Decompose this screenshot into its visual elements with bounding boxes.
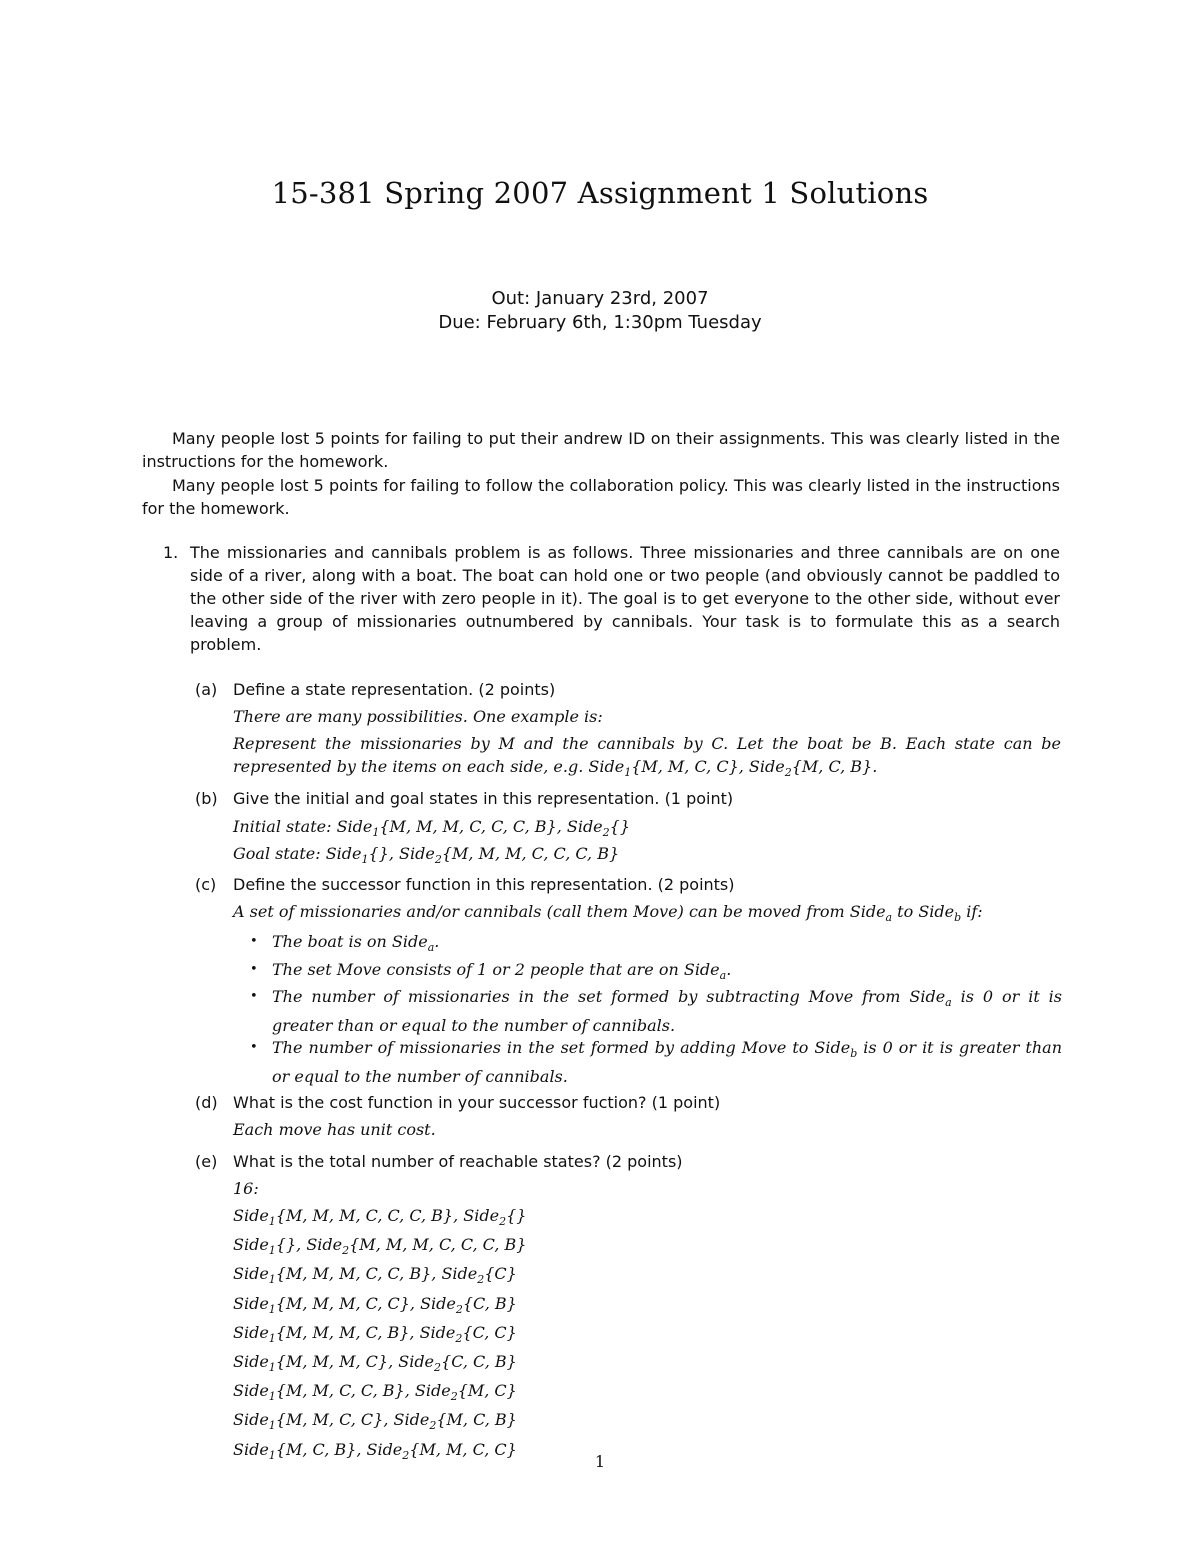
bullet-1-dot: • — [250, 934, 258, 949]
state-row: Side$_1${}, Side$_2${M, M, M, C, C, C, B} — [233, 1235, 527, 1258]
part-c-label: (c) — [195, 875, 217, 894]
bullet-1: The boat is on Side$_a$. — [272, 932, 440, 955]
question-text: The missionaries and cannibals problem is as follows. Three missionaries and three cannibals are on one side of a river, along with a boat. The boat can hold one or two people (and obviously cannot be paddled to the other side of the river with zero people in it). The goal is to get everyone to the other side, without ever leaving a group of missionaries outnumbered by cannibals. Your task is to formulate this as a search problem. — [190, 543, 1060, 654]
state-row: Side$_1${M, M, M, C, B}, Side$_2${C, C} — [233, 1322, 517, 1345]
initial-state: Initial state: Side$_1${M, M, M, C, C, C, B}, Side$_2${} — [233, 817, 631, 840]
part-d-answer: Each move has unit cost. — [233, 1120, 436, 1139]
page-number: 1 — [594, 1452, 606, 1471]
part-a-label: (a) — [195, 680, 218, 699]
goal-state: Goal state: Side$_1${}, Side$_2${M, M, M, C, C, C, B} — [233, 844, 620, 867]
part-a-answer-intro: There are many possibilities. One example is: — [233, 707, 603, 726]
bullet-3: The number of missionaries in the set formed by subtracting Move from Side$_a$ is 0 or it is greater than or equal to the number of cannibals. — [272, 987, 1063, 1036]
note-andrew-id: Many people lost 5 points for failing to put their andrew ID on their assignments. This was clearly listed in the instructions for the homework. — [142, 429, 1060, 471]
part-b-label: (b) — [195, 789, 218, 808]
state-row: Side$_1${M, M, M, C, C}, Side$_2${C, B} — [233, 1293, 517, 1316]
state-row: Side$_1${M, M, M, C, C, C, B}, Side$_2${} — [233, 1206, 527, 1229]
part-e-question: What is the total number of reachable states? (2 points) — [233, 1152, 683, 1171]
state-row: Side$_1${M, M, M, C}, Side$_2${C, C, B} — [233, 1351, 517, 1375]
state-row: Side$_1${M, M, C, C, B}, Side$_2${M, C} — [233, 1381, 517, 1404]
part-c-intro: A set of missionaries and/or cannibals (call them Move) can be moved from Side$_a$ to Side$_b$ if: — [233, 902, 983, 925]
part-a-question: Define a state representation. (2 points) — [233, 680, 556, 699]
out-date: Out: January 23rd, 2007 — [491, 288, 709, 309]
part-e-label: (e) — [195, 1152, 218, 1171]
document-title: 15-381 Spring 2007 Assignment 1 Solutions — [271, 176, 929, 210]
date-block — [0, 287, 1200, 335]
state-row: Side$_1${M, M, C, C}, Side$_2${M, C, B} — [233, 1410, 517, 1433]
due-date: Due: February 6th, 1:30pm Tuesday — [438, 312, 762, 333]
bullet-2: The set Move consists of 1 or 2 people that are on Side$_a$. — [272, 960, 732, 983]
bullet-4: The number of missionaries in the set formed by adding Move to Side$_b$ is 0 or it is greater than or equal to the number of cannibals. — [272, 1038, 1062, 1087]
part-d-question: What is the cost function in your successor fuction? (1 point) — [233, 1093, 721, 1112]
bullet-2-dot: • — [250, 962, 258, 977]
state-row: Side$_1${M, M, M, C, C, B}, Side$_2${C} — [233, 1264, 517, 1287]
part-d-label: (d) — [195, 1093, 218, 1112]
bullet-3-dot: • — [250, 989, 258, 1004]
reachable-states-list — [233, 1204, 526, 1467]
bullet-4-dot: • — [250, 1040, 258, 1055]
part-e-answer: 16: — [233, 1179, 259, 1198]
part-b-question: Give the initial and goal states in this representation. (1 point) — [233, 789, 734, 808]
part-c-question: Define the successor function in this representation. (2 points) — [233, 875, 735, 894]
state-row: Side$_1${M, C, B}, Side$_2${M, M, C, C} — [233, 1439, 517, 1462]
note-collaboration: Many people lost 5 points for failing to follow the collaboration policy. This was clearly listed in the instructions for the homework. — [142, 476, 1060, 518]
part-a-answer: Represent the missionaries by M and the cannibals by C. Let the boat be B. Each state can be represented by the items on each side, e.g. Side$_1${M, M, C, C}, Side$_2${M, C, B}. — [233, 734, 1061, 780]
question-number: 1. — [163, 543, 179, 562]
